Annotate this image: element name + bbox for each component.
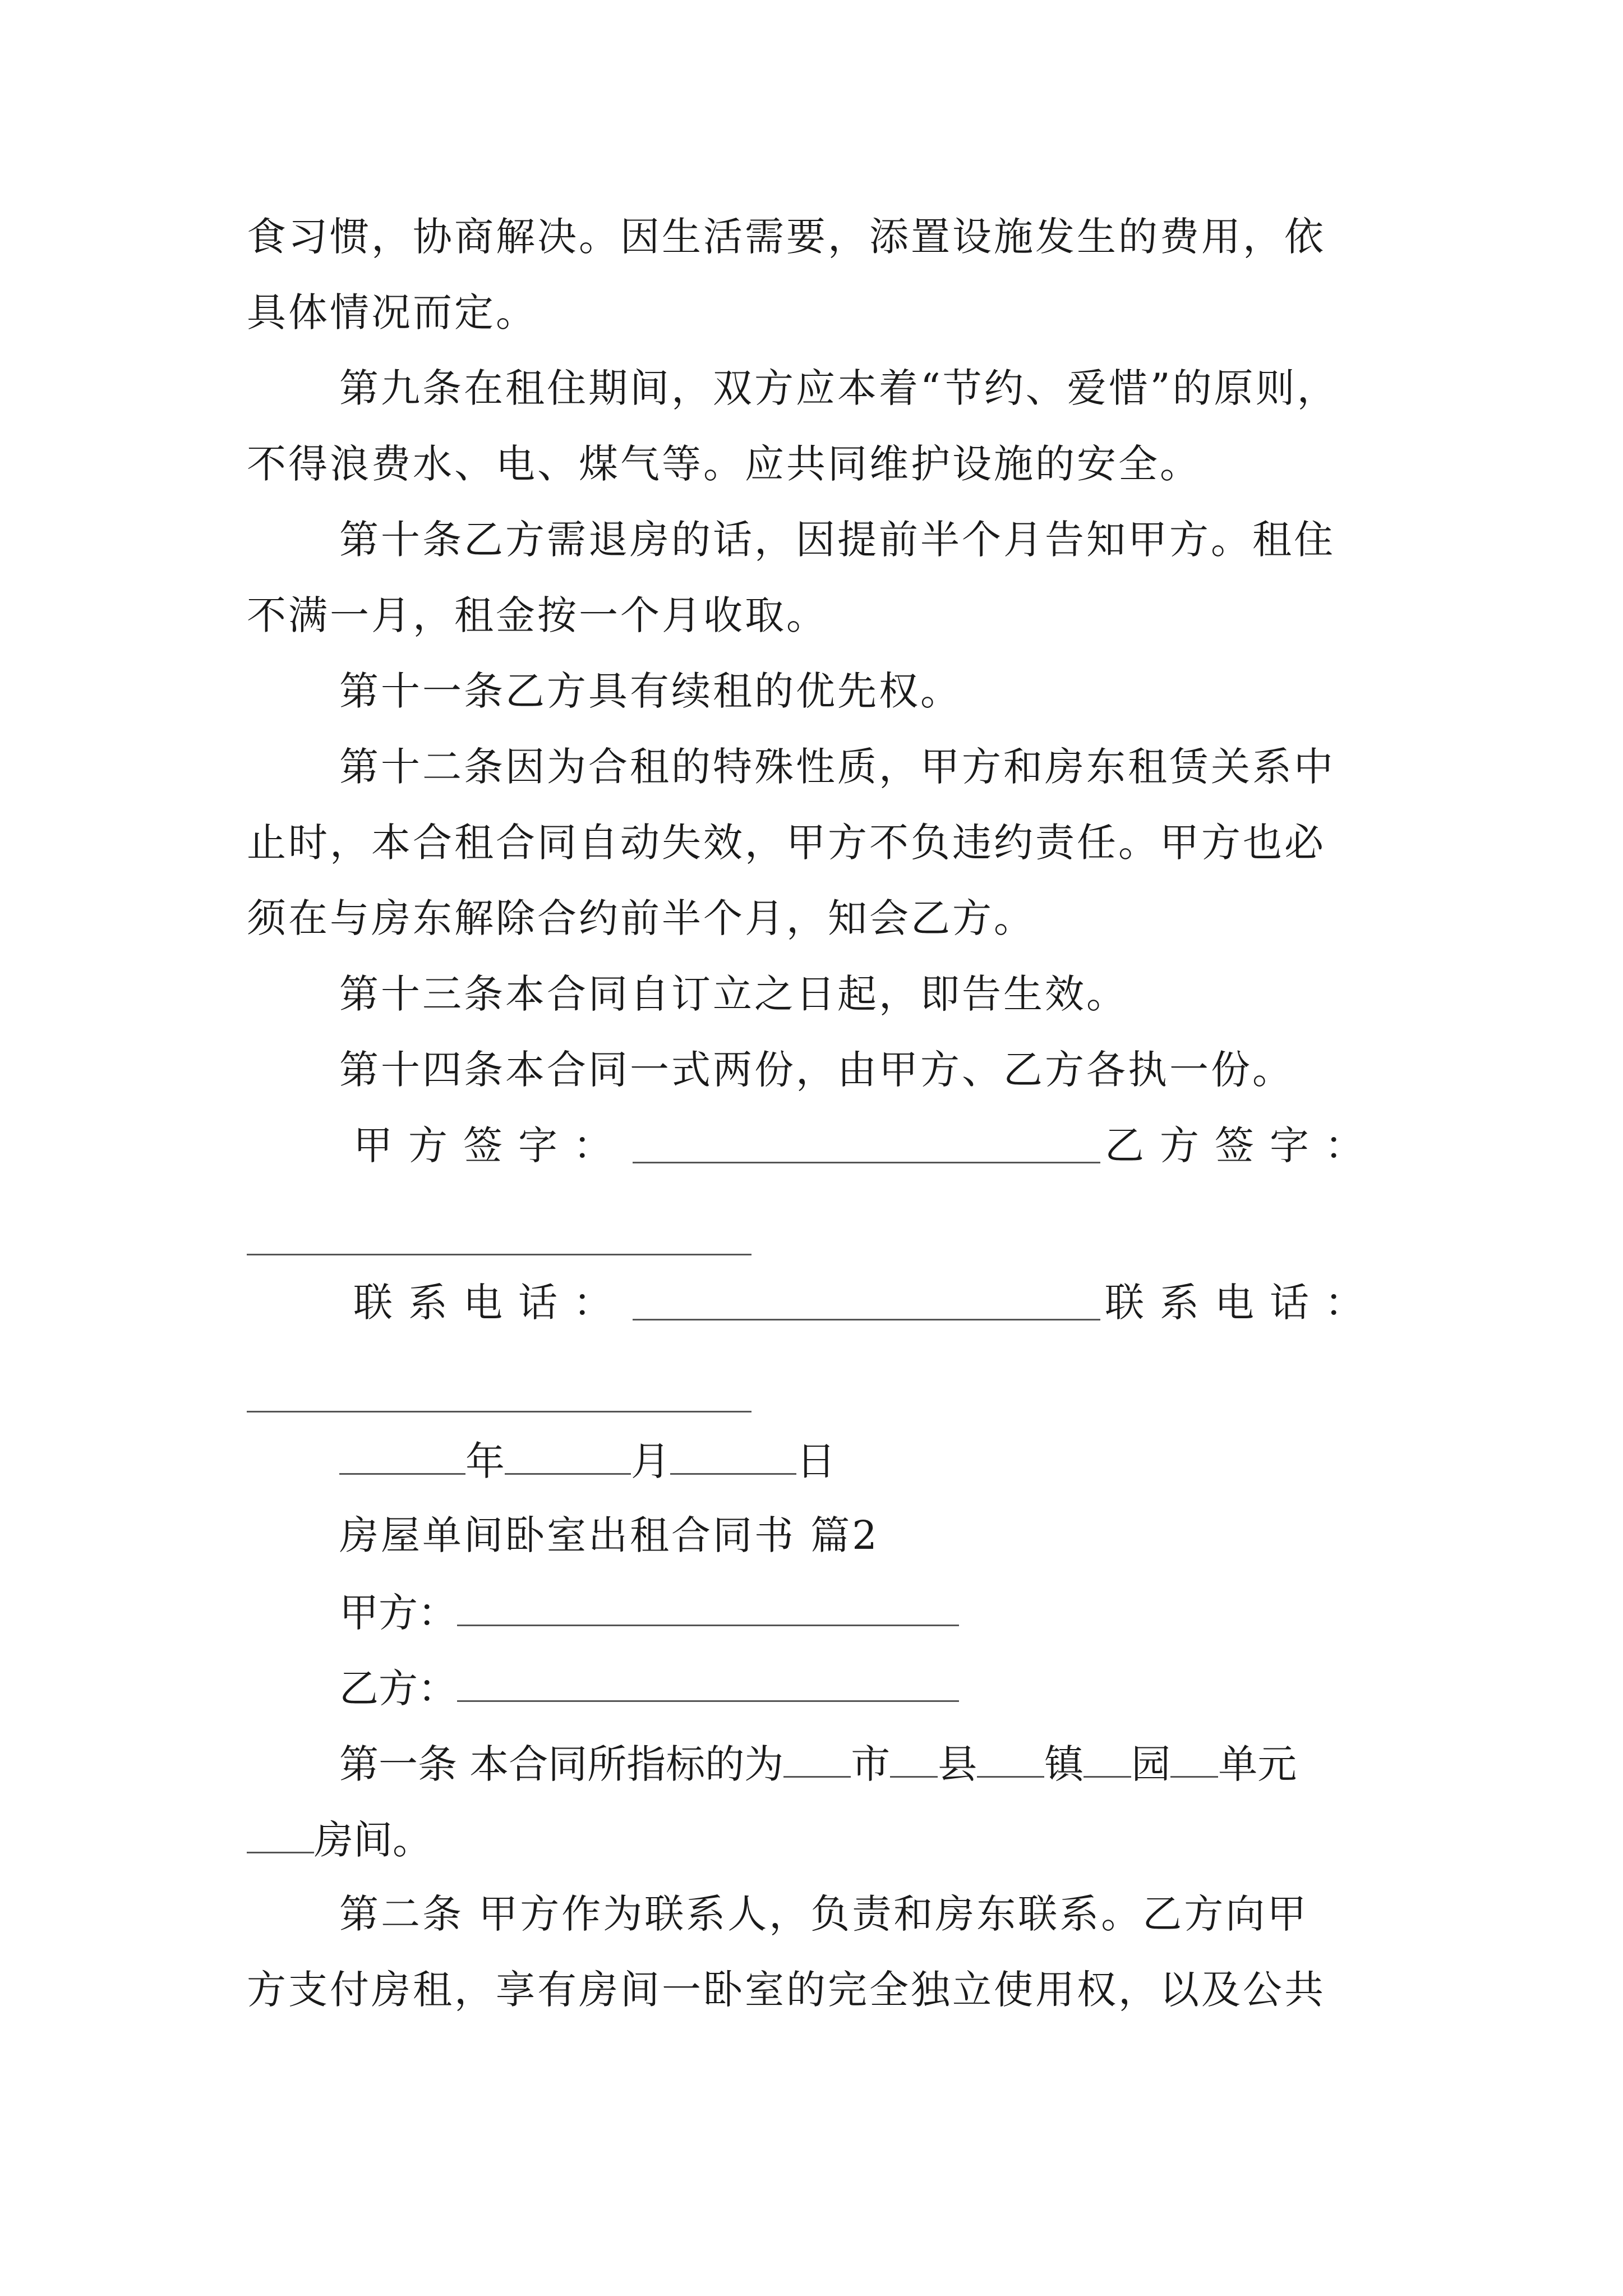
article-1-prefix: 第一条 本合同所指标的为 — [339, 1741, 784, 1787]
article-1-row — [339, 1739, 1297, 1788]
day-blank[interactable] — [670, 1436, 796, 1475]
article-2-line: 方支付房租，享有房间一卧室的完全独立使用权，以及公共 — [247, 1967, 1326, 2013]
party-b-phone-label: 联系电话： — [1105, 1280, 1380, 1326]
party-b-sign-label: 乙方签字： — [1105, 1122, 1380, 1168]
unit-blank[interactable] — [1170, 1739, 1218, 1778]
article-2-line: 第二条 甲方作为联系人，负责和房东联系。乙方向甲 — [339, 1891, 1309, 1937]
city-blank[interactable] — [783, 1739, 851, 1778]
article-11-line: 第十一条乙方具有续租的优先权。 — [339, 668, 962, 714]
article-10-line: 第十条乙方需退房的话，因提前半个月告知甲方。租住 — [339, 517, 1335, 563]
article-9-line: 不得浪费水、电、煤气等。应共同维护设施的安全。 — [247, 441, 1201, 487]
party-b-sign-line[interactable] — [247, 1254, 751, 1255]
town-blank[interactable] — [977, 1739, 1044, 1778]
party-b-label: 乙方： — [339, 1665, 457, 1711]
article-9-line: 第九条在租住期间，双方应本着“节约、爱惜”的原则， — [339, 365, 1339, 411]
party-a-label: 甲方： — [339, 1590, 457, 1636]
party-a-phone-label: 联系电话： — [353, 1280, 628, 1326]
party-a-sign-label: 甲方签字： — [353, 1122, 628, 1168]
room-label: 房间。 — [314, 1817, 432, 1863]
article-12-line: 止时，本合租合同自动失效，甲方不负违约责任。甲方也必 — [247, 820, 1326, 866]
party-a-blank[interactable] — [457, 1588, 959, 1626]
paragraph-line: 食习惯，协商解决。因生活需要，添置设施发生的费用，依 — [247, 214, 1326, 260]
garden-label: 园 — [1131, 1741, 1171, 1787]
article-13-line: 第十三条本合同自订立之日起，即告生效。 — [339, 971, 1128, 1017]
year-blank[interactable] — [339, 1436, 465, 1475]
day-label: 日 — [796, 1438, 836, 1484]
article-12-line: 须在与房东解除合约前半个月，知会乙方。 — [247, 895, 1035, 941]
month-label: 月 — [631, 1438, 670, 1484]
city-label: 市 — [851, 1741, 891, 1787]
party-b-blank[interactable] — [457, 1663, 959, 1702]
section-title: 房屋单间卧室出租合同书 篇2 — [339, 1512, 879, 1558]
county-label: 县 — [938, 1741, 978, 1787]
party-a-row — [339, 1588, 959, 1636]
garden-blank[interactable] — [1083, 1739, 1131, 1778]
article-10-line: 不满一月，租金按一个月收取。 — [247, 592, 828, 638]
year-label: 年 — [465, 1438, 505, 1484]
article-14-line: 第十四条本合同一式两份，由甲方、乙方各执一份。 — [339, 1047, 1294, 1093]
article-12-line: 第十二条因为合租的特殊性质，甲方和房东租赁关系中 — [339, 744, 1335, 790]
county-blank[interactable] — [890, 1739, 938, 1778]
party-a-phone-line[interactable] — [633, 1282, 1100, 1320]
town-label: 镇 — [1044, 1741, 1084, 1787]
month-blank[interactable] — [505, 1436, 631, 1475]
party-a-sign-line[interactable] — [633, 1125, 1100, 1163]
phone-row — [353, 1279, 1380, 1326]
date-row — [339, 1436, 836, 1485]
paragraph-line: 具体情况而定。 — [247, 289, 537, 335]
unit-label: 单元 — [1218, 1741, 1297, 1787]
signature-row — [353, 1122, 1380, 1169]
party-b-phone-line[interactable] — [247, 1411, 751, 1412]
room-blank[interactable] — [247, 1815, 314, 1853]
article-1-row-2 — [247, 1815, 432, 1864]
party-b-row — [339, 1663, 959, 1712]
